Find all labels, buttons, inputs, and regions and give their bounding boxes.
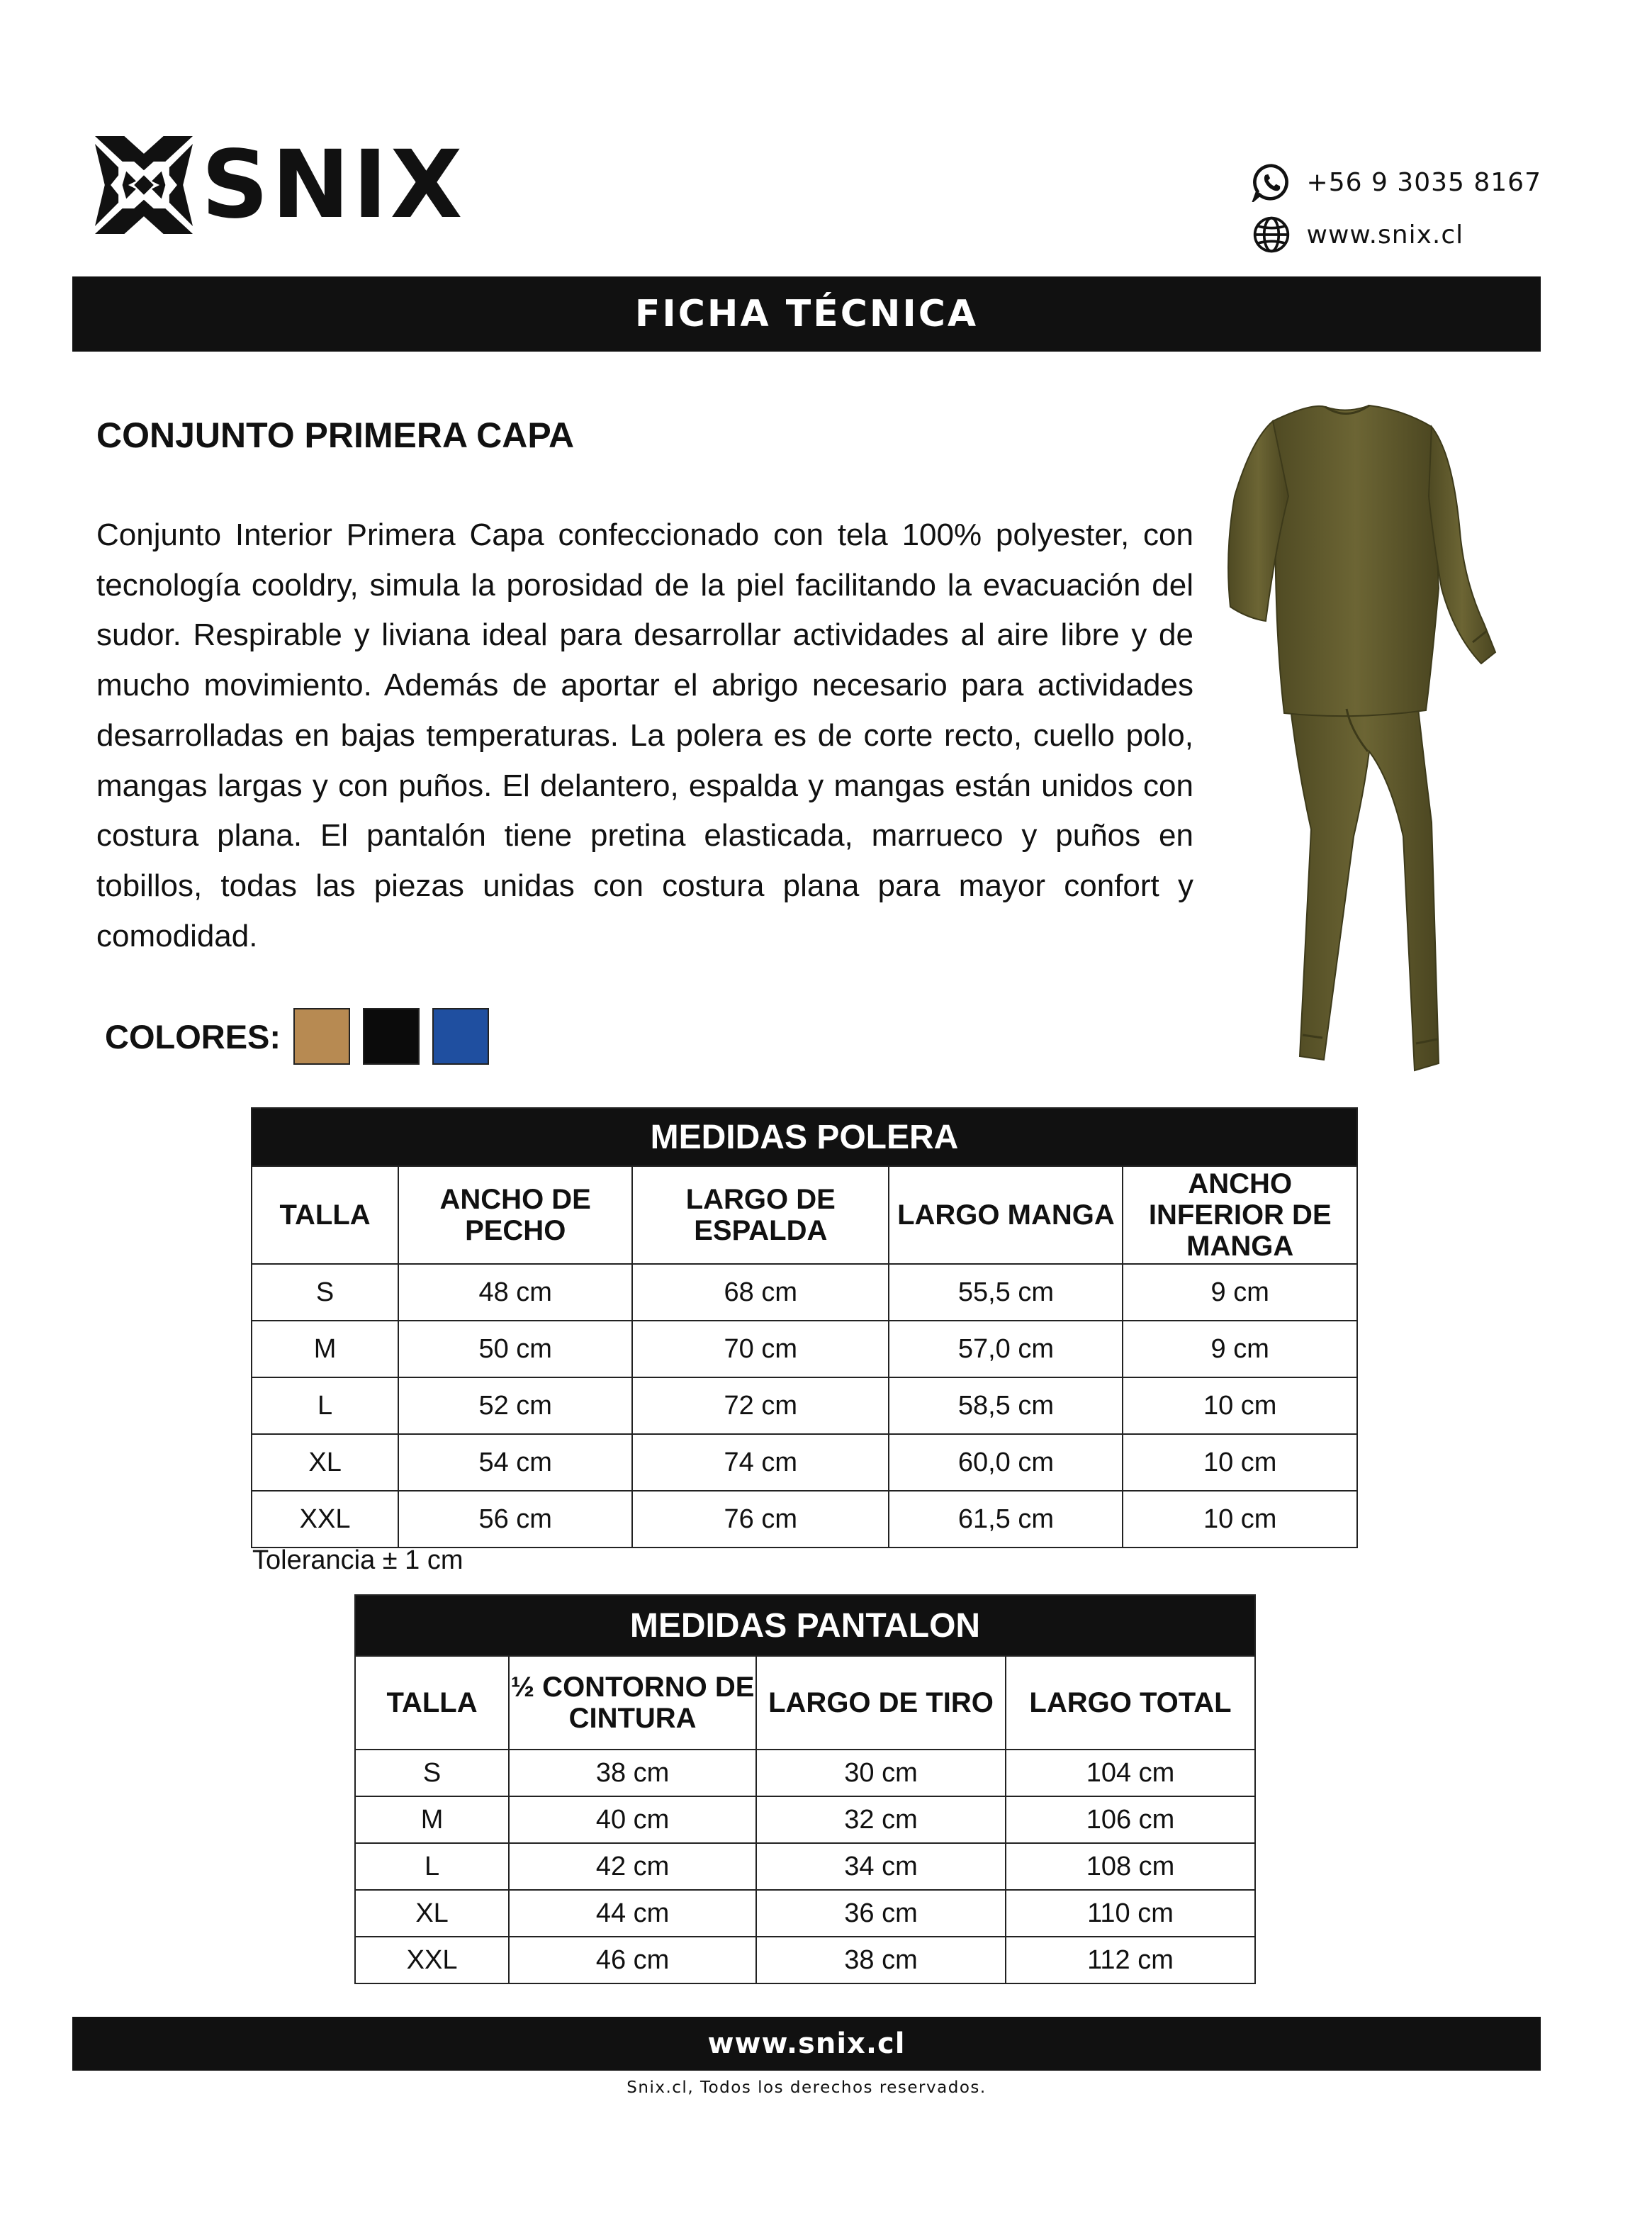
table-cell: 54 cm bbox=[398, 1434, 632, 1491]
table-cell: 104 cm bbox=[1006, 1750, 1255, 1796]
table-caption-row bbox=[252, 1108, 1357, 1166]
table-cell: 50 cm bbox=[398, 1321, 632, 1377]
column-header: TALLA bbox=[252, 1166, 398, 1264]
phone-number[interactable]: +56 9 3035 8167 bbox=[1306, 167, 1541, 197]
table-row bbox=[355, 1937, 1255, 1983]
globe-icon bbox=[1252, 215, 1291, 254]
table-cell: XL bbox=[355, 1890, 509, 1937]
colors-label: COLORES: bbox=[105, 1017, 281, 1056]
table-cell: 30 cm bbox=[756, 1750, 1006, 1796]
title-bar: FICHA TÉCNICA bbox=[72, 276, 1541, 352]
table-cell: L bbox=[355, 1843, 509, 1890]
table-cell: 74 cm bbox=[632, 1434, 889, 1491]
table-row bbox=[252, 1434, 1357, 1491]
table-cell: M bbox=[252, 1321, 398, 1377]
table-cell: 52 cm bbox=[398, 1377, 632, 1434]
polera-table-caption: MEDIDAS POLERA bbox=[252, 1108, 1357, 1166]
table-cell: 36 cm bbox=[756, 1890, 1006, 1937]
color-swatch-tan bbox=[293, 1008, 350, 1065]
contact-info bbox=[1252, 156, 1541, 261]
color-swatch-black bbox=[363, 1008, 420, 1065]
table-cell: 108 cm bbox=[1006, 1843, 1255, 1890]
table-cell: 68 cm bbox=[632, 1264, 889, 1321]
polera-measurements-table bbox=[251, 1107, 1358, 1548]
table-row bbox=[252, 1264, 1357, 1321]
table-cell: 76 cm bbox=[632, 1491, 889, 1548]
table-row bbox=[252, 1321, 1357, 1377]
pantalon-table-caption: MEDIDAS PANTALON bbox=[355, 1595, 1255, 1656]
table-cell: 42 cm bbox=[509, 1843, 756, 1890]
table-cell: 40 cm bbox=[509, 1796, 756, 1843]
phone-row bbox=[1252, 156, 1541, 208]
table-cell: 57,0 cm bbox=[889, 1321, 1123, 1377]
website-row bbox=[1252, 208, 1541, 261]
table-row bbox=[355, 1796, 1255, 1843]
pantalon-measurements-table bbox=[354, 1594, 1256, 1984]
table-caption-row bbox=[355, 1595, 1255, 1656]
table-cell: S bbox=[355, 1750, 509, 1796]
table-cell: S bbox=[252, 1264, 398, 1321]
column-header: ANCHO INFERIOR DE MANGA bbox=[1123, 1166, 1357, 1264]
column-header: ANCHO DE PECHO bbox=[398, 1166, 632, 1264]
table-cell: 10 cm bbox=[1123, 1377, 1357, 1434]
footer-website[interactable]: www.snix.cl bbox=[72, 2017, 1541, 2071]
table-cell: 34 cm bbox=[756, 1843, 1006, 1890]
table-cell: 61,5 cm bbox=[889, 1491, 1123, 1548]
snix-emblem-icon bbox=[95, 136, 193, 234]
table-cell: 70 cm bbox=[632, 1321, 889, 1377]
table-cell: XXL bbox=[252, 1491, 398, 1548]
table-cell: 55,5 cm bbox=[889, 1264, 1123, 1321]
table-cell: 44 cm bbox=[509, 1890, 756, 1937]
table-cell: 10 cm bbox=[1123, 1434, 1357, 1491]
table-cell: L bbox=[252, 1377, 398, 1434]
table-cell: 60,0 cm bbox=[889, 1434, 1123, 1491]
table-cell: 56 cm bbox=[398, 1491, 632, 1548]
table-row bbox=[252, 1491, 1357, 1548]
column-header: LARGO MANGA bbox=[889, 1166, 1123, 1264]
column-header: LARGO DE TIRO bbox=[756, 1656, 1006, 1750]
product-garment-image bbox=[1205, 397, 1524, 1088]
table-cell: 72 cm bbox=[632, 1377, 889, 1434]
column-header: TALLA bbox=[355, 1656, 509, 1750]
table-cell: XXL bbox=[355, 1937, 509, 1983]
column-header: LARGO TOTAL bbox=[1006, 1656, 1255, 1750]
column-header: ½ CONTORNO DE CINTURA bbox=[509, 1656, 756, 1750]
table-cell: 48 cm bbox=[398, 1264, 632, 1321]
table-row bbox=[355, 1843, 1255, 1890]
table-cell: 46 cm bbox=[509, 1937, 756, 1983]
table-cell: 9 cm bbox=[1123, 1321, 1357, 1377]
website-link[interactable]: www.snix.cl bbox=[1306, 220, 1464, 250]
column-header: LARGO DE ESPALDA bbox=[632, 1166, 889, 1264]
whatsapp-icon bbox=[1252, 162, 1291, 202]
table-cell: 32 cm bbox=[756, 1796, 1006, 1843]
table-cell: 38 cm bbox=[756, 1937, 1006, 1983]
table-row bbox=[355, 1750, 1255, 1796]
brand-name: SNIX bbox=[201, 130, 466, 240]
table-cell: 106 cm bbox=[1006, 1796, 1255, 1843]
table-row bbox=[355, 1890, 1255, 1937]
colors-section bbox=[105, 1008, 502, 1065]
product-description: Conjunto Interior Primera Capa confeccionado con tela 100% polyester, con tecnología cooldry, simula la porosidad de la piel facilitando la evacuación del sudor. Respirable y liviana ideal para desarrollar actividades al aire libre y de mucho movimiento. Además de aportar el abrigo necesario para actividades desarrolladas en bajas temperaturas. La polera es de corte recto, cuello polo, mangas largas y con puños. El delantero, espalda y mangas están unidos con costura plana. El pantalón tiene pretina elasticada, marrueco y puños en tobillos, todas las piezas unidas con costura plana para mayor confort y comodidad. bbox=[96, 517, 1193, 953]
product-title: CONJUNTO PRIMERA CAPA bbox=[96, 415, 575, 455]
color-swatch-blue bbox=[432, 1008, 489, 1065]
table-cell: 10 cm bbox=[1123, 1491, 1357, 1548]
tolerance-note: Tolerancia ± 1 cm bbox=[252, 1545, 463, 1575]
table-row bbox=[252, 1377, 1357, 1434]
table-cell: 9 cm bbox=[1123, 1264, 1357, 1321]
table-cell: 110 cm bbox=[1006, 1890, 1255, 1937]
table-cell: 112 cm bbox=[1006, 1937, 1255, 1983]
brand-logo bbox=[95, 130, 466, 240]
table-cell: 58,5 cm bbox=[889, 1377, 1123, 1434]
table-cell: 38 cm bbox=[509, 1750, 756, 1796]
table-cell: XL bbox=[252, 1434, 398, 1491]
table-header-row bbox=[355, 1656, 1255, 1750]
table-header-row bbox=[252, 1166, 1357, 1264]
table-cell: M bbox=[355, 1796, 509, 1843]
copyright-text: Snix.cl, Todos los derechos reservados. bbox=[626, 2078, 987, 2097]
